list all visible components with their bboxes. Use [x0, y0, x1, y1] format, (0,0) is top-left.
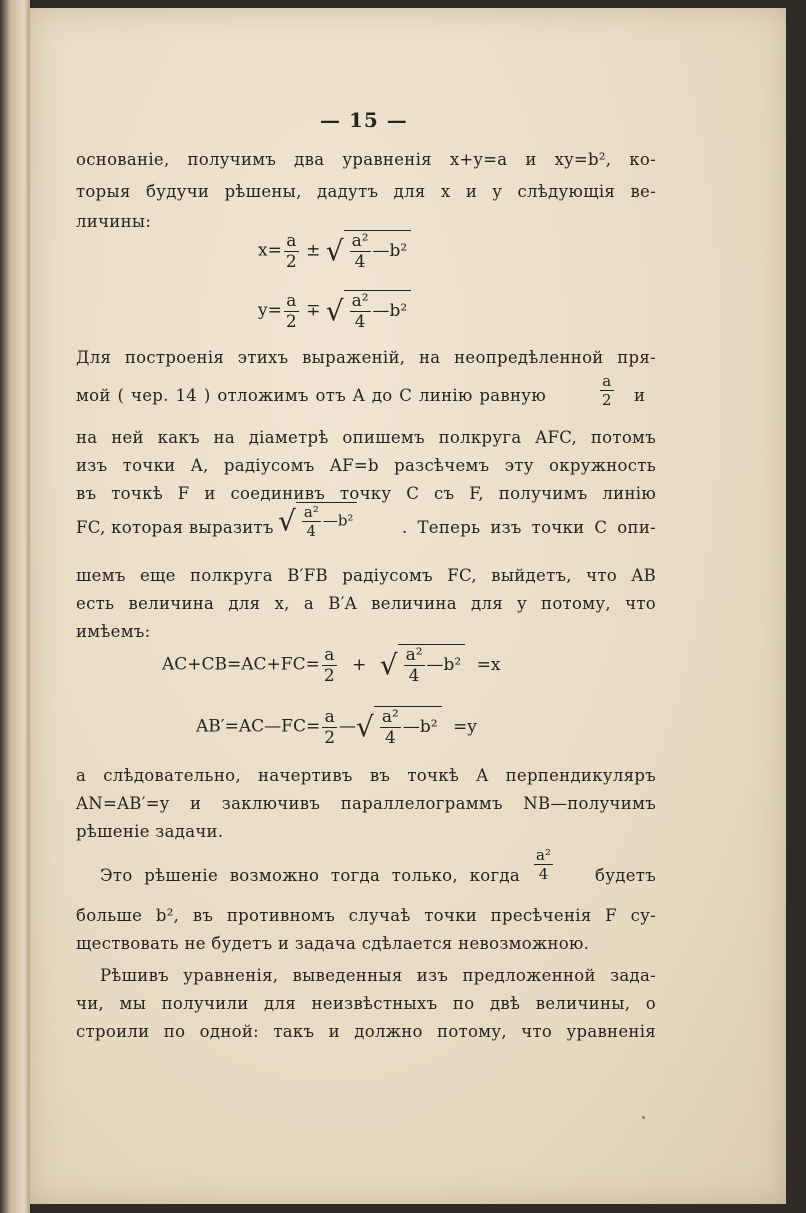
text-line: Рѣшивъ уравненія, выведенныя изъ предложенной зада- [100, 966, 656, 985]
formula-ac [162, 644, 501, 686]
text-line: FC, которая выразитъ [76, 518, 274, 537]
text-line: Для построенія этихъ выраженій, на неопредѣленной пря- [76, 348, 656, 367]
fraction: $\frac{a}{2}$ [323, 644, 335, 686]
formula-lhs: x= [258, 240, 282, 261]
formula-lhs: AC+CB=AC+FC= [162, 654, 320, 675]
text-line: на ней какъ на діаметрѣ опишемъ полкруга AFC, потомъ [76, 428, 656, 447]
text-line: имѣемъ: [76, 622, 151, 641]
text-line: торыя будучи рѣшены, дадутъ для x и y слѣдующія ве- [76, 182, 656, 201]
formula-x [258, 230, 411, 272]
text-line: личины: [76, 212, 152, 231]
text-line: есть величина для x, а B′A величина для y потому, что [76, 594, 656, 613]
text-line: . Теперь изъ точки C опи- [402, 518, 656, 537]
text-line: строили по одной: такъ и должно потому, что уравненія [76, 1022, 656, 1041]
fraction: $\frac{a}{2}$ [285, 290, 297, 332]
formula-ab [196, 706, 477, 748]
paper-speck [642, 1116, 645, 1119]
square-root: √ $\frac{\text{a²}}{4}$ —b² [356, 706, 442, 748]
fraction: $\frac{a}{2}$ [285, 230, 297, 272]
text-line: мой ( чер. 14 ) отложимъ отъ A до C линію равную [76, 386, 546, 405]
inline-fraction: $\frac{\text{a²}}{4}$ [536, 846, 551, 883]
square-root: √ $\frac{\text{a²}}{4}$ —b² [326, 230, 412, 272]
square-root: √ $\frac{\text{a²}}{4}$ —b² [380, 644, 466, 686]
book-page [30, 8, 786, 1204]
text-line: основаніе, получимъ два уравненія x+y=a и xy=b², ко- [76, 150, 656, 169]
plus-minus-sign: ± [306, 240, 321, 261]
text-line: Это рѣшеніе возможно тогда только, когда [100, 866, 520, 885]
square-root: √ $\frac{\text{a²}}{4}$ —b² [326, 290, 412, 332]
page-number: — 15 — [320, 108, 408, 132]
text-line: рѣшеніе задачи. [76, 822, 224, 841]
minus-plus-sign: ∓ [306, 300, 321, 321]
inline-fraction: $\frac{a}{2}$ [602, 372, 612, 409]
minus-sign: — [339, 716, 357, 737]
text-line: будетъ [595, 866, 656, 885]
formula-lhs: AB′=AC—FC= [196, 716, 321, 737]
plus-sign: + [352, 654, 367, 675]
text-line: изъ точки A, радіусомъ AF=b разсѣчемъ эту окружность [76, 456, 656, 475]
formula-lhs: y= [258, 300, 282, 321]
inline-root: √ $\frac{\text{a²}}{4}$ —b² [278, 502, 357, 540]
text-line: чи, мы получили для неизвѣстныхъ по двѣ величины, о [76, 994, 656, 1013]
text-line: ществовать не будетъ и задача сдѣлается невозможною. [76, 934, 590, 953]
text-line: больше b², въ противномъ случаѣ точки пресѣченія F су- [76, 906, 656, 925]
fraction: $\frac{a}{2}$ [324, 706, 336, 748]
text-line: въ точкѣ F и соединивъ точку C съ F, получимъ линію [76, 484, 656, 503]
formula-rhs: =x [476, 654, 501, 675]
text-line: а слѣдовательно, начертивъ въ точкѣ A перпендикуляръ [76, 766, 656, 785]
formula-rhs: =y [452, 716, 477, 737]
text-line: шемъ еще полкруга B′FB радіусомъ FC, выйдетъ, что AB [76, 566, 656, 585]
text-line: AN=AB′=y и заключивъ параллелограммъ NB—получимъ [76, 794, 656, 813]
adjacent-page-edge [0, 0, 30, 1213]
formula-y [258, 290, 411, 332]
text-line: и [634, 386, 646, 405]
